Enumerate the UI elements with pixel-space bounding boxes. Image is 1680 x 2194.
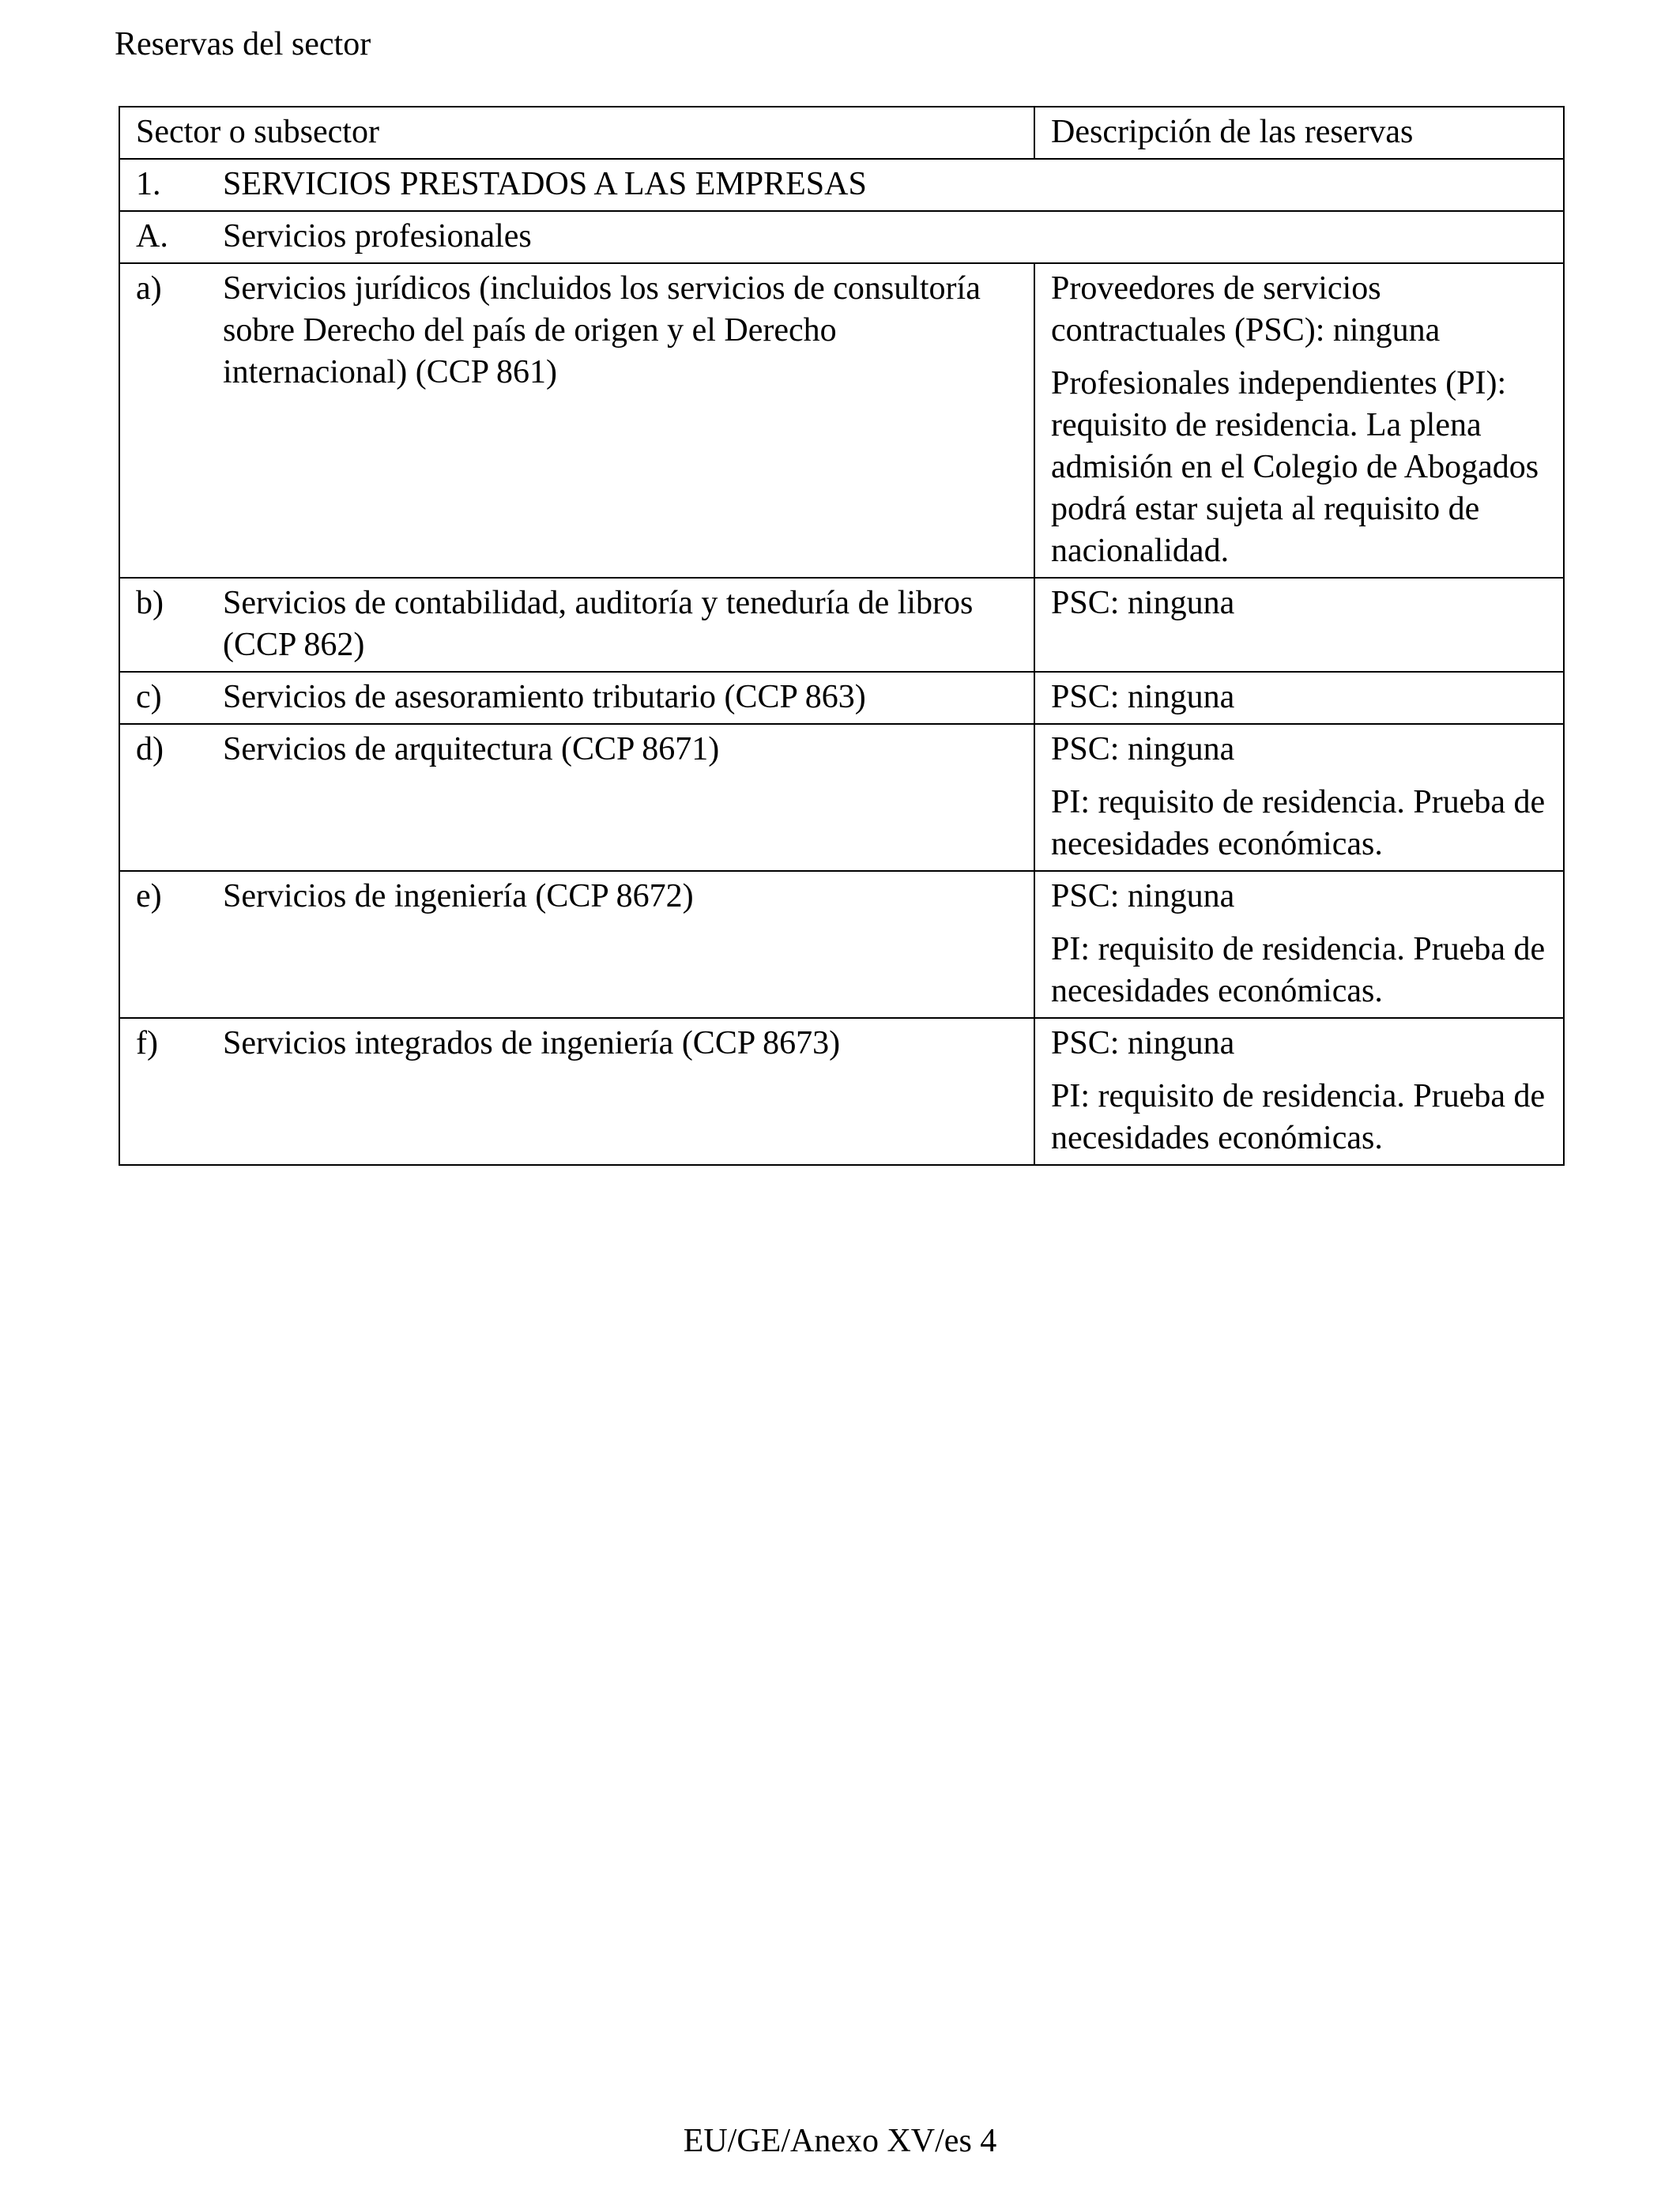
section-title: SERVICIOS PRESTADOS A LAS EMPRESAS xyxy=(223,166,867,202)
row-label: e) xyxy=(136,878,162,914)
reservation-text: PSC: ninguna xyxy=(1051,878,1235,914)
sector-cell xyxy=(119,672,1034,724)
sector-text: Servicios jurídicos (incluidos los servicios de consultoría sobre Derecho del país de origen y el Derecho internacional) (CCP 861) xyxy=(223,270,981,390)
subsection-number: A. xyxy=(136,218,168,254)
row-label: d) xyxy=(136,731,164,767)
reservation-text: PSC: ninguna xyxy=(1051,1025,1235,1061)
subsection-row xyxy=(119,211,1564,263)
row-label: c) xyxy=(136,679,162,715)
reservation-text: Proveedores de servicios contractuales (PSC): ninguna xyxy=(1051,270,1441,349)
reservation-cell xyxy=(1034,1018,1564,1165)
reservation-text: PI: requisito de residencia. Prueba de necesidades económicas. xyxy=(1051,1078,1546,1156)
page-heading: Reservas del sector xyxy=(115,26,371,62)
sector-text: Servicios integrados de ingeniería (CCP 8673) xyxy=(223,1025,841,1061)
row-label: f) xyxy=(136,1025,158,1061)
sector-cell xyxy=(119,578,1034,672)
table-header-row xyxy=(119,107,1564,159)
sector-text: Servicios de asesoramiento tributario (CCP 863) xyxy=(223,679,866,715)
section-cell xyxy=(119,159,1564,211)
sector-text: Servicios de contabilidad, auditoría y teneduría de libros (CCP 862) xyxy=(223,585,974,663)
table-row xyxy=(119,724,1564,871)
reservation-text: PSC: ninguna xyxy=(1051,731,1235,767)
table-row xyxy=(119,672,1564,724)
subsection-cell xyxy=(119,211,1564,263)
table-row xyxy=(119,263,1564,578)
header-description: Descripción de las reservas xyxy=(1034,107,1564,159)
section-number: 1. xyxy=(136,166,161,202)
sector-cell xyxy=(119,724,1034,871)
table-row xyxy=(119,578,1564,672)
sector-cell xyxy=(119,263,1034,578)
sector-text: Servicios de arquitectura (CCP 8671) xyxy=(223,731,720,767)
reservations-table xyxy=(119,106,1565,1166)
page-footer: EU/GE/Anexo XV/es 4 xyxy=(683,2123,997,2159)
section-row xyxy=(119,159,1564,211)
reservation-cell xyxy=(1034,871,1564,1018)
sector-cell xyxy=(119,871,1034,1018)
row-label: a) xyxy=(136,270,162,307)
reservation-text: PI: requisito de residencia. Prueba de necesidades económicas. xyxy=(1051,784,1546,862)
reservation-text: PI: requisito de residencia. Prueba de necesidades económicas. xyxy=(1051,931,1546,1009)
sector-text: Servicios de ingeniería (CCP 8672) xyxy=(223,878,694,914)
row-label: b) xyxy=(136,585,164,621)
reservation-text: Profesionales independientes (PI): requisito de residencia. La plena admisión en el Colegio de Abogados podrá estar sujeta al requisito de nacionalidad. xyxy=(1051,365,1539,569)
reservation-cell xyxy=(1034,724,1564,871)
table-row xyxy=(119,871,1564,1018)
reservation-cell xyxy=(1034,578,1564,672)
reservation-cell xyxy=(1034,672,1564,724)
reservation-text: PSC: ninguna xyxy=(1051,679,1235,715)
reservation-cell xyxy=(1034,263,1564,578)
subsection-title: Servicios profesionales xyxy=(223,218,532,254)
reservation-text: PSC: ninguna xyxy=(1051,585,1235,621)
sector-cell xyxy=(119,1018,1034,1165)
header-sector: Sector o subsector xyxy=(119,107,1034,159)
table-row xyxy=(119,1018,1564,1165)
